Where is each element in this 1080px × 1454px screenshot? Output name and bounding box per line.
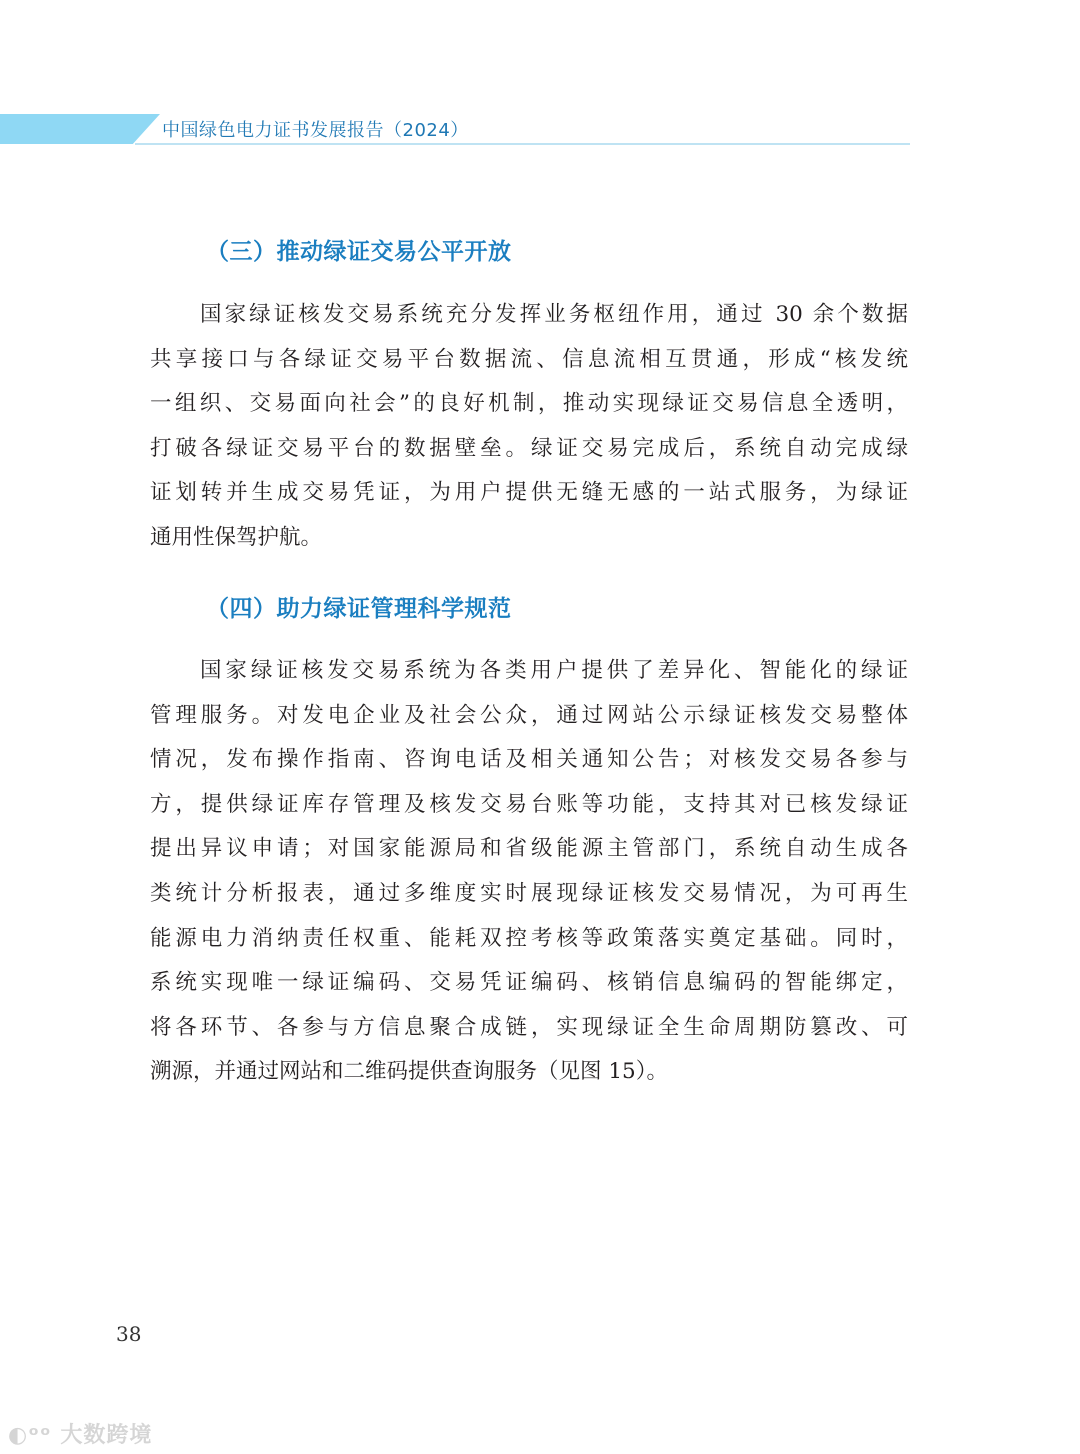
paragraph-line: 国家绿证核发交易系统充分发挥业务枢纽作用，通过 30 余个数据 xyxy=(200,302,908,327)
section-heading-3: （三）推动绿证交易公平开放 xyxy=(206,239,512,265)
paragraph-line: 打破各绿证交易平台的数据壁垒。绿证交易完成后，系统自动完成绿 xyxy=(150,435,908,461)
header-band xyxy=(0,114,160,144)
paragraph-line: 共享接口与各绿证交易平台数据流、信息流相互贯通，形成“核发统 xyxy=(150,346,908,372)
paragraph-line: 证划转并生成交易凭证，为用户提供无缝无感的一站式服务，为绿证 xyxy=(150,480,908,506)
paragraph-line: 管理服务。对发电企业及社会公众，通过网站公示绿证核发交易整体 xyxy=(150,702,908,728)
header-rule xyxy=(135,143,910,145)
paragraph-line: 系统实现唯一绿证编码、交易凭证编码、核销信息编码的智能绑定， xyxy=(150,970,908,996)
paragraph-line: 一组织、交易面向社会”的良好机制，推动实现绿证交易信息全透明， xyxy=(150,391,908,417)
section-heading-4: （四）助力绿证管理科学规范 xyxy=(206,596,512,622)
paragraph-line: 将各环节、各参与方信息聚合成链，实现绿证全生命周期防篡改、可 xyxy=(150,1014,908,1040)
running-header-title: 中国绿色电力证书发展报告（2024） xyxy=(162,120,469,141)
watermark-text: 大数跨境 xyxy=(60,1423,153,1448)
paragraph-line: 溯源，并通过网站和二维码提供查询服务（见图 15）。 xyxy=(150,1059,668,1085)
paragraph-line: 通用性保驾护航。 xyxy=(150,524,323,550)
paragraph-line: 情况，发布操作指南、咨询电话及相关通知公告；对核发交易各参与 xyxy=(150,747,908,773)
paragraph-line: 国家绿证核发交易系统为各类用户提供了差异化、智能化的绿证 xyxy=(200,658,908,683)
watermark-logo: ◐ᵒᵒ 大数跨境 xyxy=(8,1423,153,1448)
paragraph-line: 类统计分析报表，通过多维度实时展现绿证核发交易情况，为可再生 xyxy=(150,880,908,906)
section-4-paragraph xyxy=(150,649,908,1095)
paragraph-line: 提出异议申请；对国家能源局和省级能源主管部门，系统自动生成各 xyxy=(150,836,908,862)
paragraph-line: 能源电力消纳责任权重、能耗双控考核等政策落实奠定基础。同时， xyxy=(150,925,908,951)
paragraph-line: 方，提供绿证库存管理及核发交易台账等功能，支持其对已核发绿证 xyxy=(150,791,908,817)
section-3-paragraph xyxy=(150,293,908,561)
page-number: 38 xyxy=(116,1322,142,1346)
